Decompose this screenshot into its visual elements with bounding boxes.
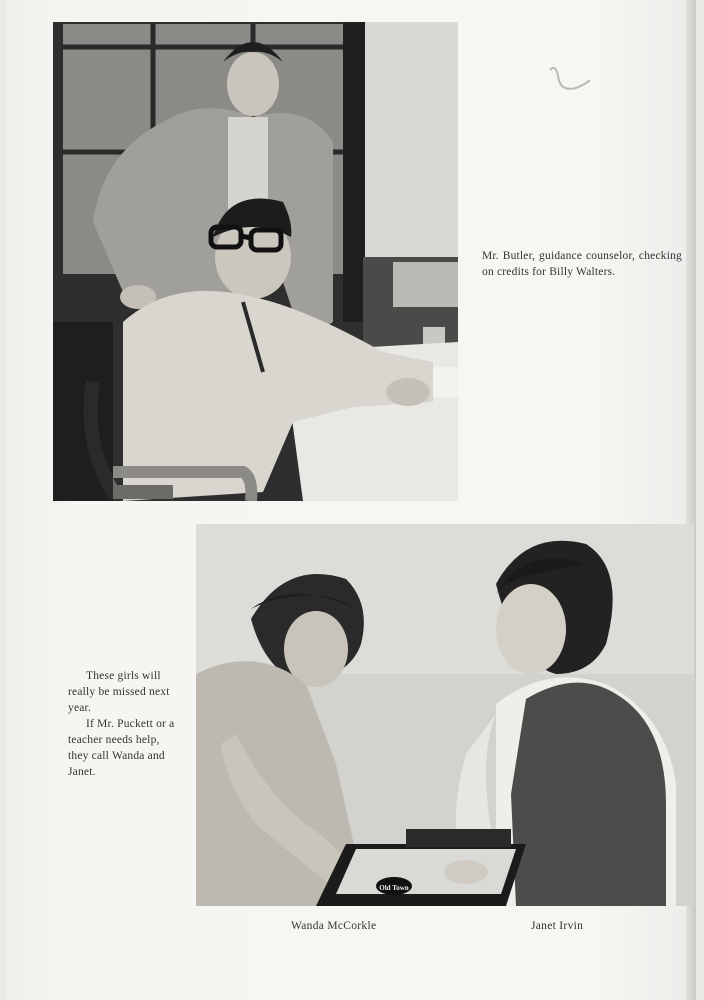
- office-girls-caption-paragraph-2: If Mr. Puckett or a teacher needs help, they call Wanda and Janet.: [68, 718, 175, 778]
- counselor-photo: [53, 22, 458, 501]
- name-label-right: Janet Irvin: [531, 920, 584, 932]
- pencil-mark-icon: [546, 62, 591, 97]
- office-girls-caption-paragraph-1: These girls will really be missed next year.: [68, 670, 170, 714]
- office-girls-caption: [68, 668, 178, 780]
- office-girls-photo: [196, 524, 694, 906]
- name-label-left: Wanda McCorkle: [291, 920, 377, 932]
- counselor-photo-illustration: [53, 22, 458, 501]
- counselor-caption: Mr. Butler, guidance counselor, checking on credits for Billy Walters.: [482, 250, 682, 278]
- yearbook-page: [6, 0, 696, 1000]
- office-girls-photo-illustration: [196, 524, 694, 906]
- typewriter-brand-logo: Old Town: [379, 884, 409, 892]
